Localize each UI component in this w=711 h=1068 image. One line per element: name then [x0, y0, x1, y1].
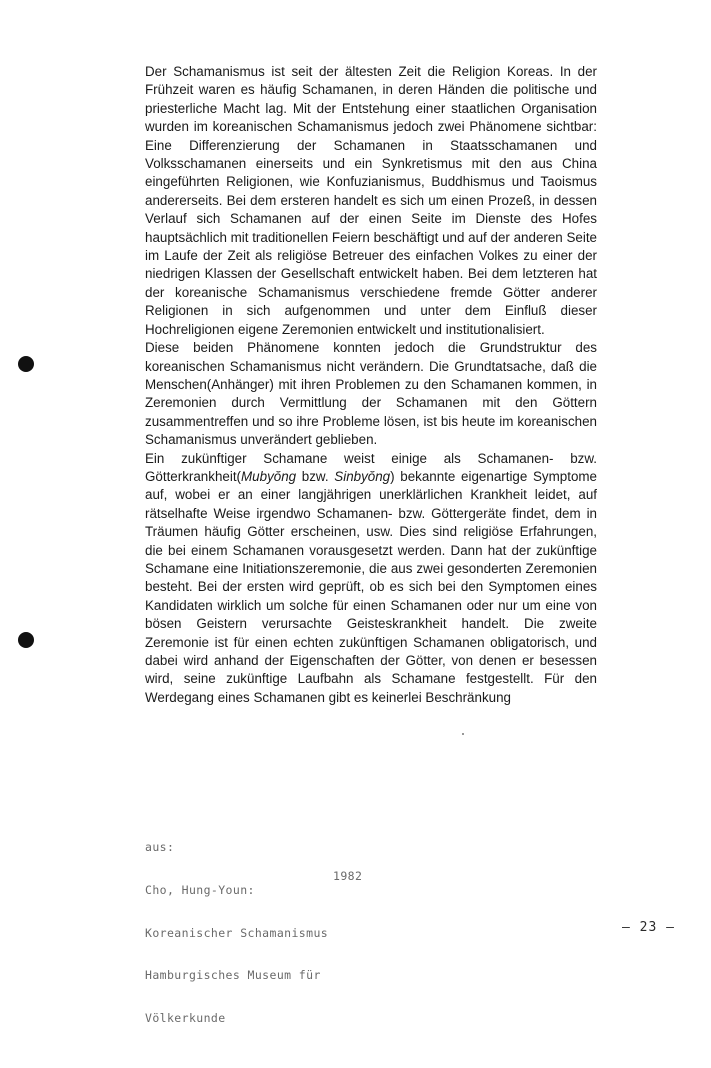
paragraph-3-part-2: ) bekannte eigenartige Symptome auf, wobei er an einer langjährigen unerklärlichen Krankheit leidet, auf rätselhafte Weise irgendwo Schamanen- bzw. Göttergeräte findet, dem in Träumen häufig Götter erscheinen, usw. Dies sind religiöse Erfahrungen, die bei einem Schamanen vorausgesetzt werden. Dann hat der zukünftige Schamane eine Initiationszeremonie, die aus zwei gesonderten Zeremonien besteht. Bei der ersten wird geprüft, ob es sich bei den Symptomen eines Kandidaten wirklich um solche für einen Schamanen oder nur um eine von bösen Geistern verursachte Geisteskrankheit handelt. Die zweite Zeremonie ist für einen echten zukünftigen Schamanen obligatorisch, und dabei wird anhand der Eigenschaften der Götter, von denen er besessen wird, seine zukünftige Laufbahn als Schamane festgestellt. Für den Werdegang eines Schamanen gibt es keinerlei Beschränkung [145, 468, 597, 705]
paragraph-3 [145, 450, 597, 708]
term-mubyong: Mubyŏng [241, 468, 297, 484]
paragraph-3-part-1: Ein zukünftiger Schamane weist einige als Schamanen- bzw. Götterkrankheit( [145, 450, 597, 484]
source-author: Cho, Hung-Youn: [145, 883, 255, 898]
paragraph-3-conjunction: bzw. [296, 468, 335, 484]
source-label: aus: [145, 840, 175, 855]
punch-hole-bottom [18, 632, 34, 648]
source-publisher: Hamburgisches Museum für [145, 968, 321, 983]
stray-dot [462, 733, 464, 735]
source-publisher-2: Völkerkunde [145, 1010, 226, 1025]
source-title: Koreanischer Schamanismus [145, 925, 329, 940]
page-number: – 23 – [622, 920, 675, 935]
punch-hole-top [18, 356, 34, 372]
paragraph-2: Diese beiden Phänomene konnten jedoch die Grundstruktur des koreanischen Schamanismus nicht verändern. Die Grundtatsache, daß die Menschen(Anhänger) mit ihren Problemen zu den Schamanen kommen, in Zeremonien durch Vermittlung der Schamanen mit den Göttern zusammentreffen und so ihre Probleme lösen, ist bis heute im koreanischen Schamanismus unverändert geblieben. [145, 340, 597, 448]
source-citation [145, 812, 385, 1068]
body-text [145, 63, 597, 707]
paragraph-1: Der Schamanismus ist seit der ältesten Zeit die Religion Koreas. In der Frühzeit waren es häufig Schamanen, in deren Händen die politische und priesterliche Macht lag. Mit der Entstehung einer staatlichen Organisation wurden im koreanischen Schamanismus jedoch zwei Phänomene sichtbar: Eine Differenzierung der Schamanen in Staatsschamanen und Volksschamanen einerseits und ein Synkretismus mit den aus China eingeführten Religionen, wie Konfuzianismus, Buddhismus und Taoismus andererseits. Bei dem ersteren handelt es sich um einen Prozeß, in dessen Verlauf sich Schamanen auf der einen Seite im Dienste des Hofes hauptsächlich mit traditionellen Feiern beschäftigt und auf der anderen Seite im Laufe der Zeit als religiöse Betreuer des einfachen Volkes zu einer der niedrigen Klassen der Gesellschaft entwickelt haben. Bei dem letzteren hat der koreanische Schamanismus verschiedene fremde Götter anderer Religionen in sich aufgenommen und unter dem Einfluß dieser Hochreligionen eigene Zeremonien entwickelt und institutionalisiert. [145, 64, 597, 337]
term-sinbyong: Sinbyŏng [334, 468, 391, 484]
source-year: 1982 [333, 868, 363, 883]
